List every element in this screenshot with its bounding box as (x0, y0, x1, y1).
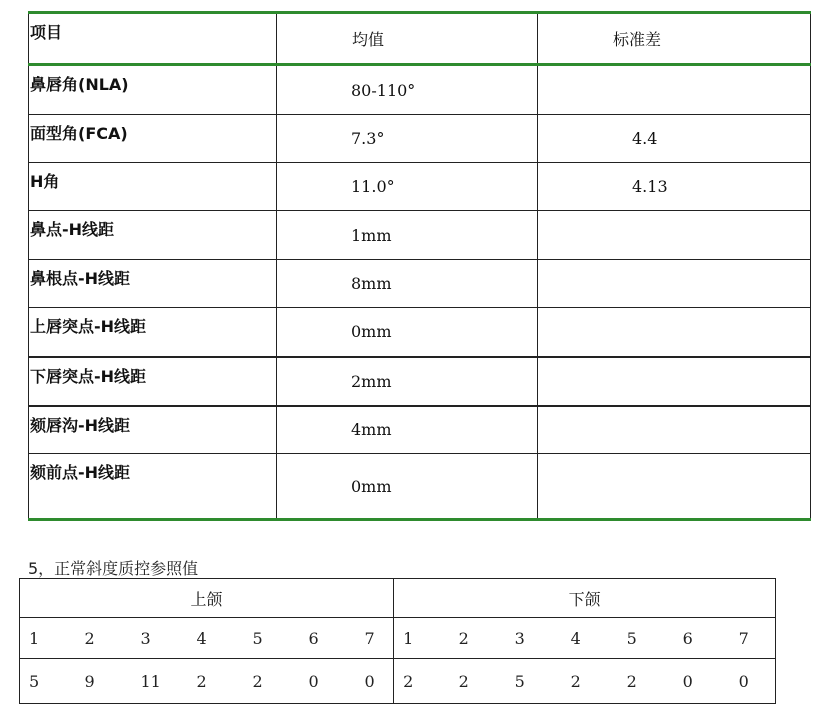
row-std (538, 454, 811, 520)
lower-index-cell: 6 (674, 618, 730, 659)
table-header-row (29, 13, 811, 65)
row-label: H角 (29, 163, 277, 211)
lower-value-cell: 0 (730, 659, 776, 704)
row-std (538, 260, 811, 308)
lower-index-cell: 3 (506, 618, 562, 659)
upper-index-cell: 4 (188, 618, 244, 659)
row-mean: 80-110° (277, 65, 538, 115)
group-lower-jaw: 下颌 (394, 579, 776, 618)
row-mean: 0mm (277, 308, 538, 357)
upper-index-cell: 2 (76, 618, 132, 659)
lower-value-cell: 2 (450, 659, 506, 704)
row-mean: 2mm (277, 357, 538, 406)
lower-value-cell: 0 (674, 659, 730, 704)
table-row (29, 357, 811, 406)
row-std: 4.13 (538, 163, 811, 211)
row-std (538, 406, 811, 454)
table-row (29, 454, 811, 520)
upper-value-cell: 0 (300, 659, 356, 704)
lower-value-cell: 2 (394, 659, 450, 704)
upper-index-cell: 1 (20, 618, 76, 659)
row-label: 鼻唇角(NLA) (29, 65, 277, 115)
row-label: 颏唇沟-H线距 (29, 406, 277, 454)
index-row (20, 618, 776, 659)
table-row (29, 163, 811, 211)
row-mean: 4mm (277, 406, 538, 454)
row-std (538, 308, 811, 357)
row-std (538, 357, 811, 406)
table-row (29, 406, 811, 454)
row-std: 4.4 (538, 115, 811, 163)
row-label: 鼻点-H线距 (29, 211, 277, 260)
lower-index-cell: 5 (618, 618, 674, 659)
upper-index-cell: 5 (244, 618, 300, 659)
lower-value-cell: 5 (506, 659, 562, 704)
lower-value-cell: 2 (618, 659, 674, 704)
upper-value-cell: 5 (20, 659, 76, 704)
group-upper-jaw: 上颌 (20, 579, 394, 618)
upper-value-cell: 11 (132, 659, 188, 704)
row-mean: 11.0° (277, 163, 538, 211)
header-std: 标准差 (538, 13, 811, 65)
row-std (538, 65, 811, 115)
upper-value-cell: 0 (356, 659, 394, 704)
row-label: 颏前点-H线距 (29, 454, 277, 520)
row-mean: 8mm (277, 260, 538, 308)
reference-table (28, 11, 811, 521)
row-mean: 1mm (277, 211, 538, 260)
upper-value-cell: 2 (188, 659, 244, 704)
header-item: 项目 (29, 13, 277, 65)
table-row (29, 260, 811, 308)
upper-index-cell: 3 (132, 618, 188, 659)
upper-index-cell: 6 (300, 618, 356, 659)
row-label: 上唇突点-H线距 (29, 308, 277, 357)
upper-value-cell: 2 (244, 659, 300, 704)
section-caption: 5，正常斜度质控参照值 (28, 559, 199, 578)
lower-index-cell: 1 (394, 618, 450, 659)
upper-value-cell: 9 (76, 659, 132, 704)
lower-index-cell: 2 (450, 618, 506, 659)
group-header-row (20, 579, 776, 618)
row-label: 下唇突点-H线距 (29, 357, 277, 406)
row-label: 面型角(FCA) (29, 115, 277, 163)
lower-value-cell: 2 (562, 659, 618, 704)
row-std (538, 211, 811, 260)
upper-index-cell: 7 (356, 618, 394, 659)
lower-index-cell: 4 (562, 618, 618, 659)
row-mean: 0mm (277, 454, 538, 520)
lower-index-cell: 7 (730, 618, 776, 659)
table-row (29, 308, 811, 357)
row-mean: 7.3° (277, 115, 538, 163)
row-label: 鼻根点-H线距 (29, 260, 277, 308)
slope-reference-table (19, 578, 776, 704)
table-row (29, 115, 811, 163)
header-mean: 均值 (277, 13, 538, 65)
table-row (29, 211, 811, 260)
table-row (29, 65, 811, 115)
value-row (20, 659, 776, 704)
